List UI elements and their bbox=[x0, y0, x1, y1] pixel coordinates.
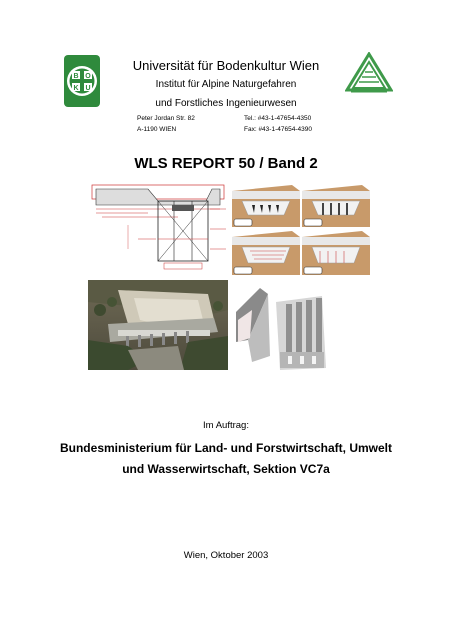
telephone: Tel.: #43-1-47654-4350 bbox=[244, 115, 312, 122]
fax: Fax: #43-1-47654-4390 bbox=[244, 126, 312, 133]
institute-name-line1: Institut für Alpine Naturgefahren bbox=[155, 79, 297, 90]
report-title: WLS REPORT 50 / Band 2 bbox=[134, 155, 318, 172]
ministry-line1: Bundesministerium für Land- und Forstwirtschaft, Umwelt bbox=[59, 441, 393, 455]
university-name: Universität für Bodenkultur Wien bbox=[132, 58, 320, 73]
technical-drawing-image bbox=[88, 179, 228, 277]
slit-dam-render bbox=[230, 282, 330, 374]
ministry-line2: und Wasserwirtschaft, Sektion VC7a bbox=[122, 462, 330, 476]
svg-text:B: B bbox=[73, 73, 79, 80]
publication-date: Wien, Oktober 2003 bbox=[183, 550, 269, 561]
address-street: Peter Jordan Str. 82 bbox=[137, 115, 195, 122]
svg-text:O: O bbox=[85, 73, 91, 80]
svg-text:U: U bbox=[85, 85, 91, 92]
dam-model-renderings bbox=[230, 181, 372, 279]
institute-name-line2: und Forstliches Ingenieurwesen bbox=[155, 98, 297, 109]
address-city: A-1190 WIEN bbox=[137, 126, 177, 133]
svg-text:K: K bbox=[73, 85, 79, 92]
commission-label: Im Auftrag: bbox=[203, 420, 249, 431]
dam-photo bbox=[88, 280, 228, 370]
